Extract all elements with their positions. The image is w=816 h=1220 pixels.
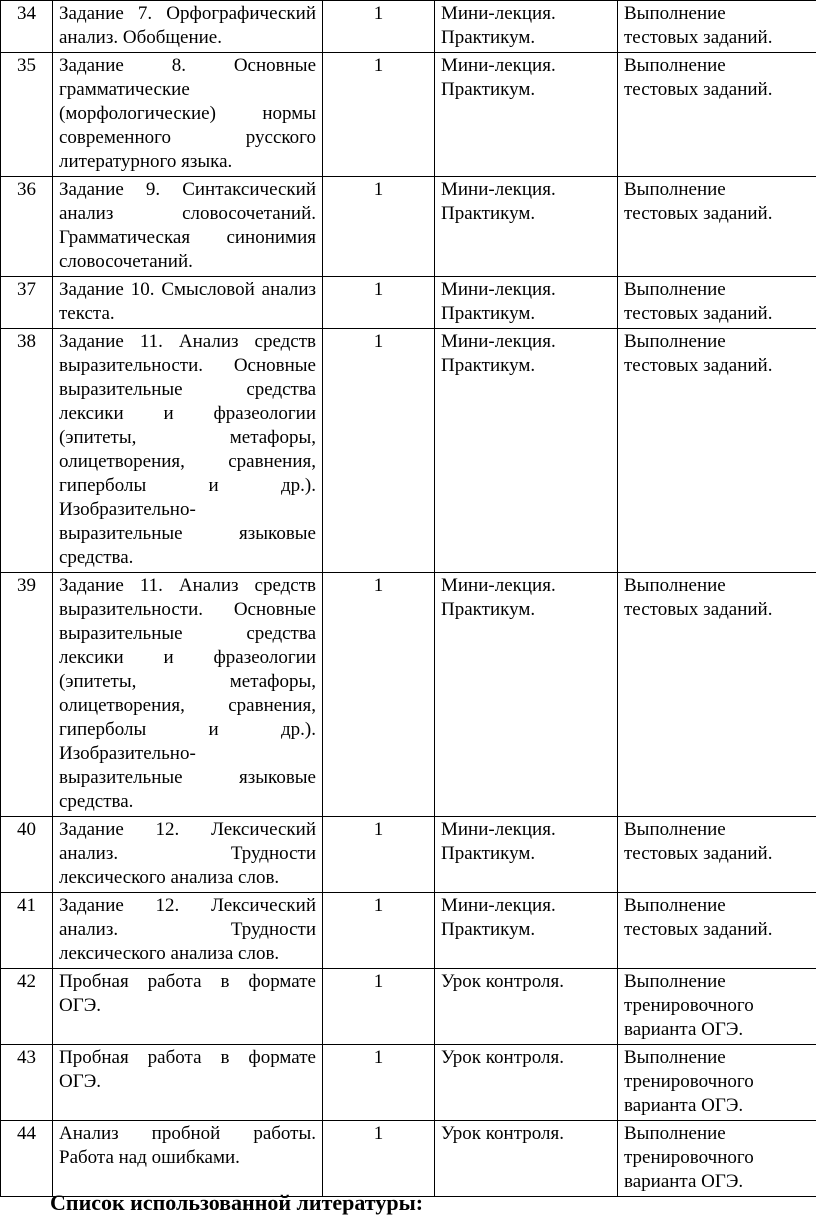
lesson-form <box>435 277 618 329</box>
lesson-form-line: Мини-лекция. <box>441 279 556 300</box>
lesson-activity-line: тестовых заданий. <box>624 919 773 940</box>
lesson-topic: Пробная работа в формате ОГЭ. <box>53 1045 323 1121</box>
lesson-activity-line: тренировочного <box>624 995 754 1016</box>
lesson-topic: Пробная работа в формате ОГЭ. <box>53 969 323 1045</box>
lesson-topic: Задание 12. Лексический анализ. Трудности лексического анализа слов. <box>53 817 323 893</box>
lesson-activity-line: Выполнение <box>624 279 726 300</box>
table-row <box>1 277 816 329</box>
table-row <box>1 1 816 53</box>
lesson-hours: 1 <box>323 1121 435 1197</box>
lesson-activity-line: Выполнение <box>624 179 726 200</box>
lesson-form-line: Мини-лекция. <box>441 895 556 916</box>
lesson-number: 43 <box>1 1045 53 1121</box>
lesson-form-line: Практикум. <box>441 203 536 224</box>
lesson-activity <box>618 277 816 329</box>
lesson-activity-line: тестовых заданий. <box>624 843 773 864</box>
lesson-activity-line: тренировочного <box>624 1071 754 1092</box>
lesson-number: 34 <box>1 1 53 53</box>
lesson-activity-line: тестовых заданий. <box>624 303 773 324</box>
lesson-hours: 1 <box>323 1045 435 1121</box>
table-row <box>1 329 816 573</box>
lesson-form <box>435 329 618 573</box>
lesson-activity <box>618 329 816 573</box>
lesson-hours: 1 <box>323 817 435 893</box>
lesson-activity <box>618 817 816 893</box>
lesson-hours: 1 <box>323 893 435 969</box>
lesson-activity <box>618 893 816 969</box>
lesson-form-line: Практикум. <box>441 27 536 48</box>
lesson-form-line: Мини-лекция. <box>441 3 556 24</box>
lesson-hours: 1 <box>323 969 435 1045</box>
lesson-form <box>435 817 618 893</box>
lesson-activity-line: варианта ОГЭ. <box>624 1095 744 1116</box>
lesson-activity-line: Выполнение <box>624 1047 726 1068</box>
lesson-form <box>435 573 618 817</box>
lesson-hours: 1 <box>323 573 435 817</box>
lesson-form <box>435 1045 618 1121</box>
lesson-activity <box>618 177 816 277</box>
lesson-activity-line: Выполнение <box>624 895 726 916</box>
lesson-activity-line: Выполнение <box>624 55 726 76</box>
lesson-number: 35 <box>1 53 53 177</box>
lesson-activity <box>618 969 816 1045</box>
lesson-activity-line: тестовых заданий. <box>624 355 773 376</box>
lesson-form <box>435 1121 618 1197</box>
lesson-hours: 1 <box>323 329 435 573</box>
lesson-form <box>435 177 618 277</box>
lesson-form-line: Мини-лекция. <box>441 819 556 840</box>
lesson-form-line: Мини-лекция. <box>441 331 556 352</box>
lesson-activity <box>618 53 816 177</box>
lesson-activity-line: Выполнение <box>624 331 726 352</box>
lesson-form-line: Практикум. <box>441 355 536 376</box>
lesson-form <box>435 1 618 53</box>
lesson-form-line: Практикум. <box>441 303 536 324</box>
lesson-activity <box>618 1121 816 1197</box>
lesson-activity-line: Выполнение <box>624 3 726 24</box>
lesson-hours: 1 <box>323 177 435 277</box>
lesson-activity-line: Выполнение <box>624 971 726 992</box>
lesson-topic: Задание 11. Анализ средств выразительности. Основные выразительные средства лексики и фразеологии (эпитеты, метафоры, олицетворения, сравнения, гиперболы и др.). Изобразительно-выразительные языковые средства. <box>53 329 323 573</box>
lesson-hours: 1 <box>323 1 435 53</box>
lesson-hours: 1 <box>323 277 435 329</box>
lesson-number: 41 <box>1 893 53 969</box>
lesson-form-line: Мини-лекция. <box>441 179 556 200</box>
lesson-number: 44 <box>1 1121 53 1197</box>
lesson-form-line: Практикум. <box>441 843 536 864</box>
lesson-number: 38 <box>1 329 53 573</box>
lesson-activity-line: Выполнение <box>624 819 726 840</box>
lesson-activity-line: варианта ОГЭ. <box>624 1019 744 1040</box>
lesson-topic: Задание 12. Лексический анализ. Трудности лексического анализа слов. <box>53 893 323 969</box>
lesson-activity-line: тестовых заданий. <box>624 79 773 100</box>
lesson-number: 37 <box>1 277 53 329</box>
lesson-activity-line: Выполнение <box>624 1123 726 1144</box>
lesson-form-line: Практикум. <box>441 599 536 620</box>
lesson-topic: Задание 11. Анализ средств выразительности. Основные выразительные средства лексики и фразеологии (эпитеты, метафоры, олицетворения, сравнения, гиперболы и др.). Изобразительно-выразительные языковые средства. <box>53 573 323 817</box>
lesson-form-line: Урок контроля. <box>441 1123 564 1144</box>
lesson-activity-line: тренировочного <box>624 1147 754 1168</box>
table-row <box>1 893 816 969</box>
table-row <box>1 1121 816 1197</box>
lesson-number: 39 <box>1 573 53 817</box>
lesson-topic: Задание 9. Синтаксический анализ словосочетаний. Грамматическая синонимия словосочетаний. <box>53 177 323 277</box>
lesson-activity-line: варианта ОГЭ. <box>624 1171 744 1192</box>
lesson-topic: Задание 8. Основные грамматические (морфологические) нормы современного русского литературного языка. <box>53 53 323 177</box>
lesson-topic: Анализ пробной работы. Работа над ошибками. <box>53 1121 323 1197</box>
table-row <box>1 969 816 1045</box>
lesson-number: 36 <box>1 177 53 277</box>
lesson-form-line: Урок контроля. <box>441 971 564 992</box>
lesson-activity-line: Выполнение <box>624 575 726 596</box>
lesson-form <box>435 53 618 177</box>
lesson-plan-body <box>1 1 816 1197</box>
lesson-activity-line: тестовых заданий. <box>624 27 773 48</box>
lesson-form <box>435 893 618 969</box>
lesson-number: 42 <box>1 969 53 1045</box>
lesson-number: 40 <box>1 817 53 893</box>
lesson-form <box>435 969 618 1045</box>
lesson-activity-line: тестовых заданий. <box>624 599 773 620</box>
table-row <box>1 177 816 277</box>
lesson-form-line: Практикум. <box>441 919 536 940</box>
lesson-form-line: Мини-лекция. <box>441 575 556 596</box>
lesson-activity <box>618 573 816 817</box>
lesson-activity-line: тестовых заданий. <box>624 203 773 224</box>
lesson-form-line: Мини-лекция. <box>441 55 556 76</box>
lesson-topic: Задание 10. Смысловой анализ текста. <box>53 277 323 329</box>
references-heading: Список использованной литературы: <box>50 1190 424 1215</box>
table-row <box>1 573 816 817</box>
lesson-form-line: Практикум. <box>441 79 536 100</box>
lesson-form-line: Урок контроля. <box>441 1047 564 1068</box>
lesson-topic: Задание 7. Орфографический анализ. Обобщение. <box>53 1 323 53</box>
table-row <box>1 1045 816 1121</box>
lesson-hours: 1 <box>323 53 435 177</box>
table-row <box>1 817 816 893</box>
lesson-activity <box>618 1045 816 1121</box>
table-row <box>1 53 816 177</box>
lesson-activity <box>618 1 816 53</box>
